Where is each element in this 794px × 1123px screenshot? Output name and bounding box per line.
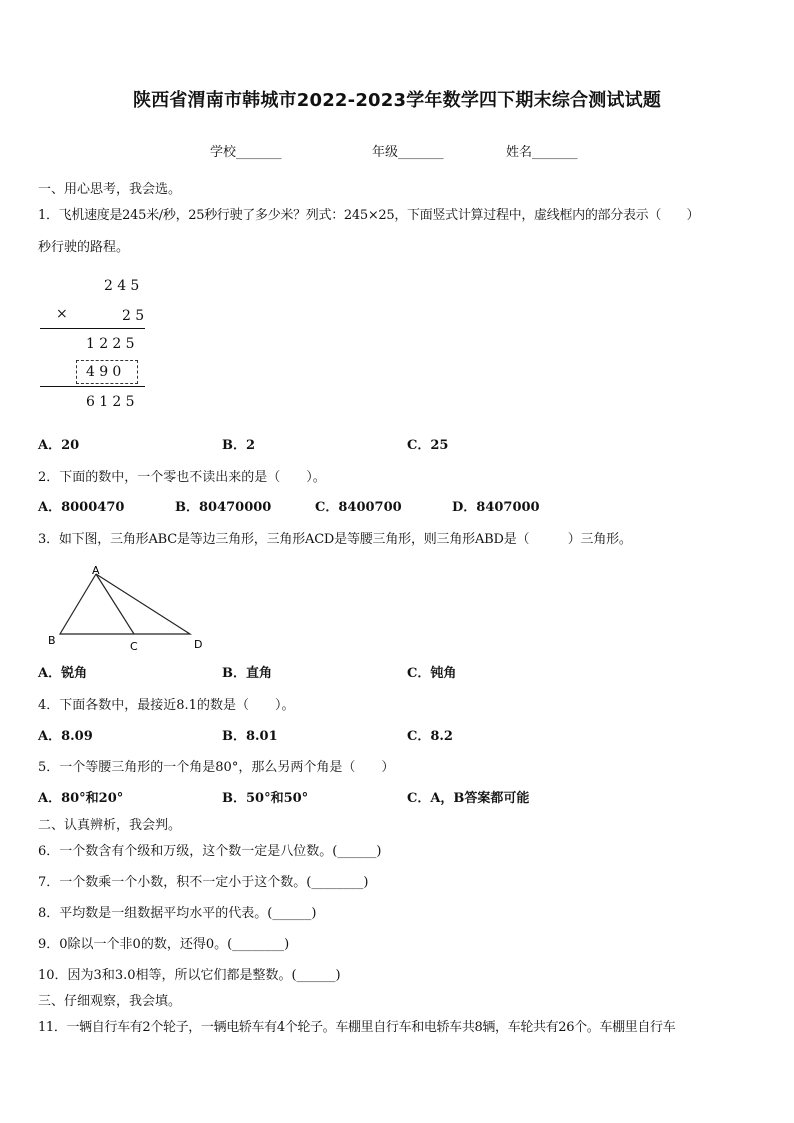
calc-row-1: 245 — [104, 278, 144, 294]
calc-row-2: 25 — [122, 308, 149, 324]
page-title: 陕西省渭南市韩城市2022-2023学年数学四下期末综合测试试题 — [132, 90, 662, 111]
question-10-text: 10．因为3和3.0相等，所以它们都是整数。(______) — [38, 968, 341, 983]
question-1-text: 1．飞机速度是245米/秒，25秒行驶了多少米？列式：245×25，下面竖式计算过程中，虚线框内的部分表示（ ） — [38, 208, 700, 223]
q3-option-c: C．钝角 — [407, 666, 457, 681]
section-3-heading: 三、仔细观察，我会填。 — [38, 994, 182, 1009]
vertical-multiplication — [40, 270, 170, 420]
section-2-heading: 二、认真辨析，我会判。 — [38, 818, 182, 833]
calc-rule-2 — [40, 386, 145, 387]
q2-option-d: D．8407000 — [452, 500, 540, 515]
q1-option-a: A．20 — [38, 438, 80, 453]
calc-times-sign: × — [56, 306, 73, 322]
triangle-figure — [44, 562, 214, 654]
name-field: 姓名_______ — [506, 145, 578, 160]
vertex-label-d: D — [194, 638, 203, 651]
calc-rule-1 — [40, 328, 145, 329]
q3-option-a: A．锐角 — [38, 666, 88, 681]
q4-option-a: A．8.09 — [38, 729, 93, 744]
q2-option-c: C．8400700 — [315, 500, 402, 515]
triangle-abd-outline — [60, 574, 190, 634]
question-7-text: 7．一个数乘一个小数，积不一定小于这个数。(________) — [38, 875, 369, 890]
grade-field: 年级_______ — [372, 145, 444, 160]
question-4-text: 4．下面各数中，最接近8.1的数是（ ）。 — [38, 698, 295, 713]
segment-ac — [96, 574, 134, 634]
vertex-label-b: B — [48, 634, 56, 647]
q4-option-c: C．8.2 — [407, 729, 453, 744]
question-1-text-cont: 秒行驶的路程。 — [38, 240, 130, 255]
vertex-label-a: A — [92, 564, 100, 577]
calc-row-5: 6125 — [86, 394, 139, 410]
q4-option-b: B．8.01 — [222, 729, 278, 744]
question-9-text: 9．0除以一个非0的数，还得0。(________) — [38, 937, 290, 952]
question-6-text: 6．一个数含有个级和万级，这个数一定是八位数。(______) — [38, 844, 382, 859]
calc-row-3: 1225 — [86, 336, 139, 352]
q5-option-a: A．80°和20° — [38, 791, 124, 806]
q5-option-b: B．50°和50° — [222, 791, 309, 806]
question-11-text: 11．一辆自行车有2个轮子，一辆电轿车有4个轮子。车棚里自行车和电轿车共8辆，车轮共有26个。车棚里自行车 — [38, 1020, 676, 1035]
school-field: 学校_______ — [210, 145, 282, 160]
question-8-text: 8．平均数是一组数据平均水平的代表。(______) — [38, 906, 317, 921]
vertex-label-c: C — [130, 640, 138, 653]
q2-option-b: B．80470000 — [175, 500, 272, 515]
q3-option-b: B．直角 — [222, 666, 272, 681]
q1-option-c: C．25 — [407, 438, 449, 453]
calc-row-4: 490 — [86, 364, 126, 380]
q5-option-c: C．A，B答案都可能 — [407, 791, 530, 806]
question-2-text: 2．下面的数中，一个零也不读出来的是（ ）。 — [38, 470, 326, 485]
question-5-text: 5．一个等腰三角形的一个角是80°，那么另两个角是（ ） — [38, 760, 395, 775]
q2-option-a: A．8000470 — [38, 500, 125, 515]
question-3-text: 3．如下图，三角形ABC是等边三角形，三角形ACD是等腰三角形，则三角形ABD是（ ）三角形。 — [38, 532, 632, 547]
q1-option-b: B．2 — [222, 438, 256, 453]
section-1-heading: 一、用心思考，我会选。 — [38, 182, 182, 197]
